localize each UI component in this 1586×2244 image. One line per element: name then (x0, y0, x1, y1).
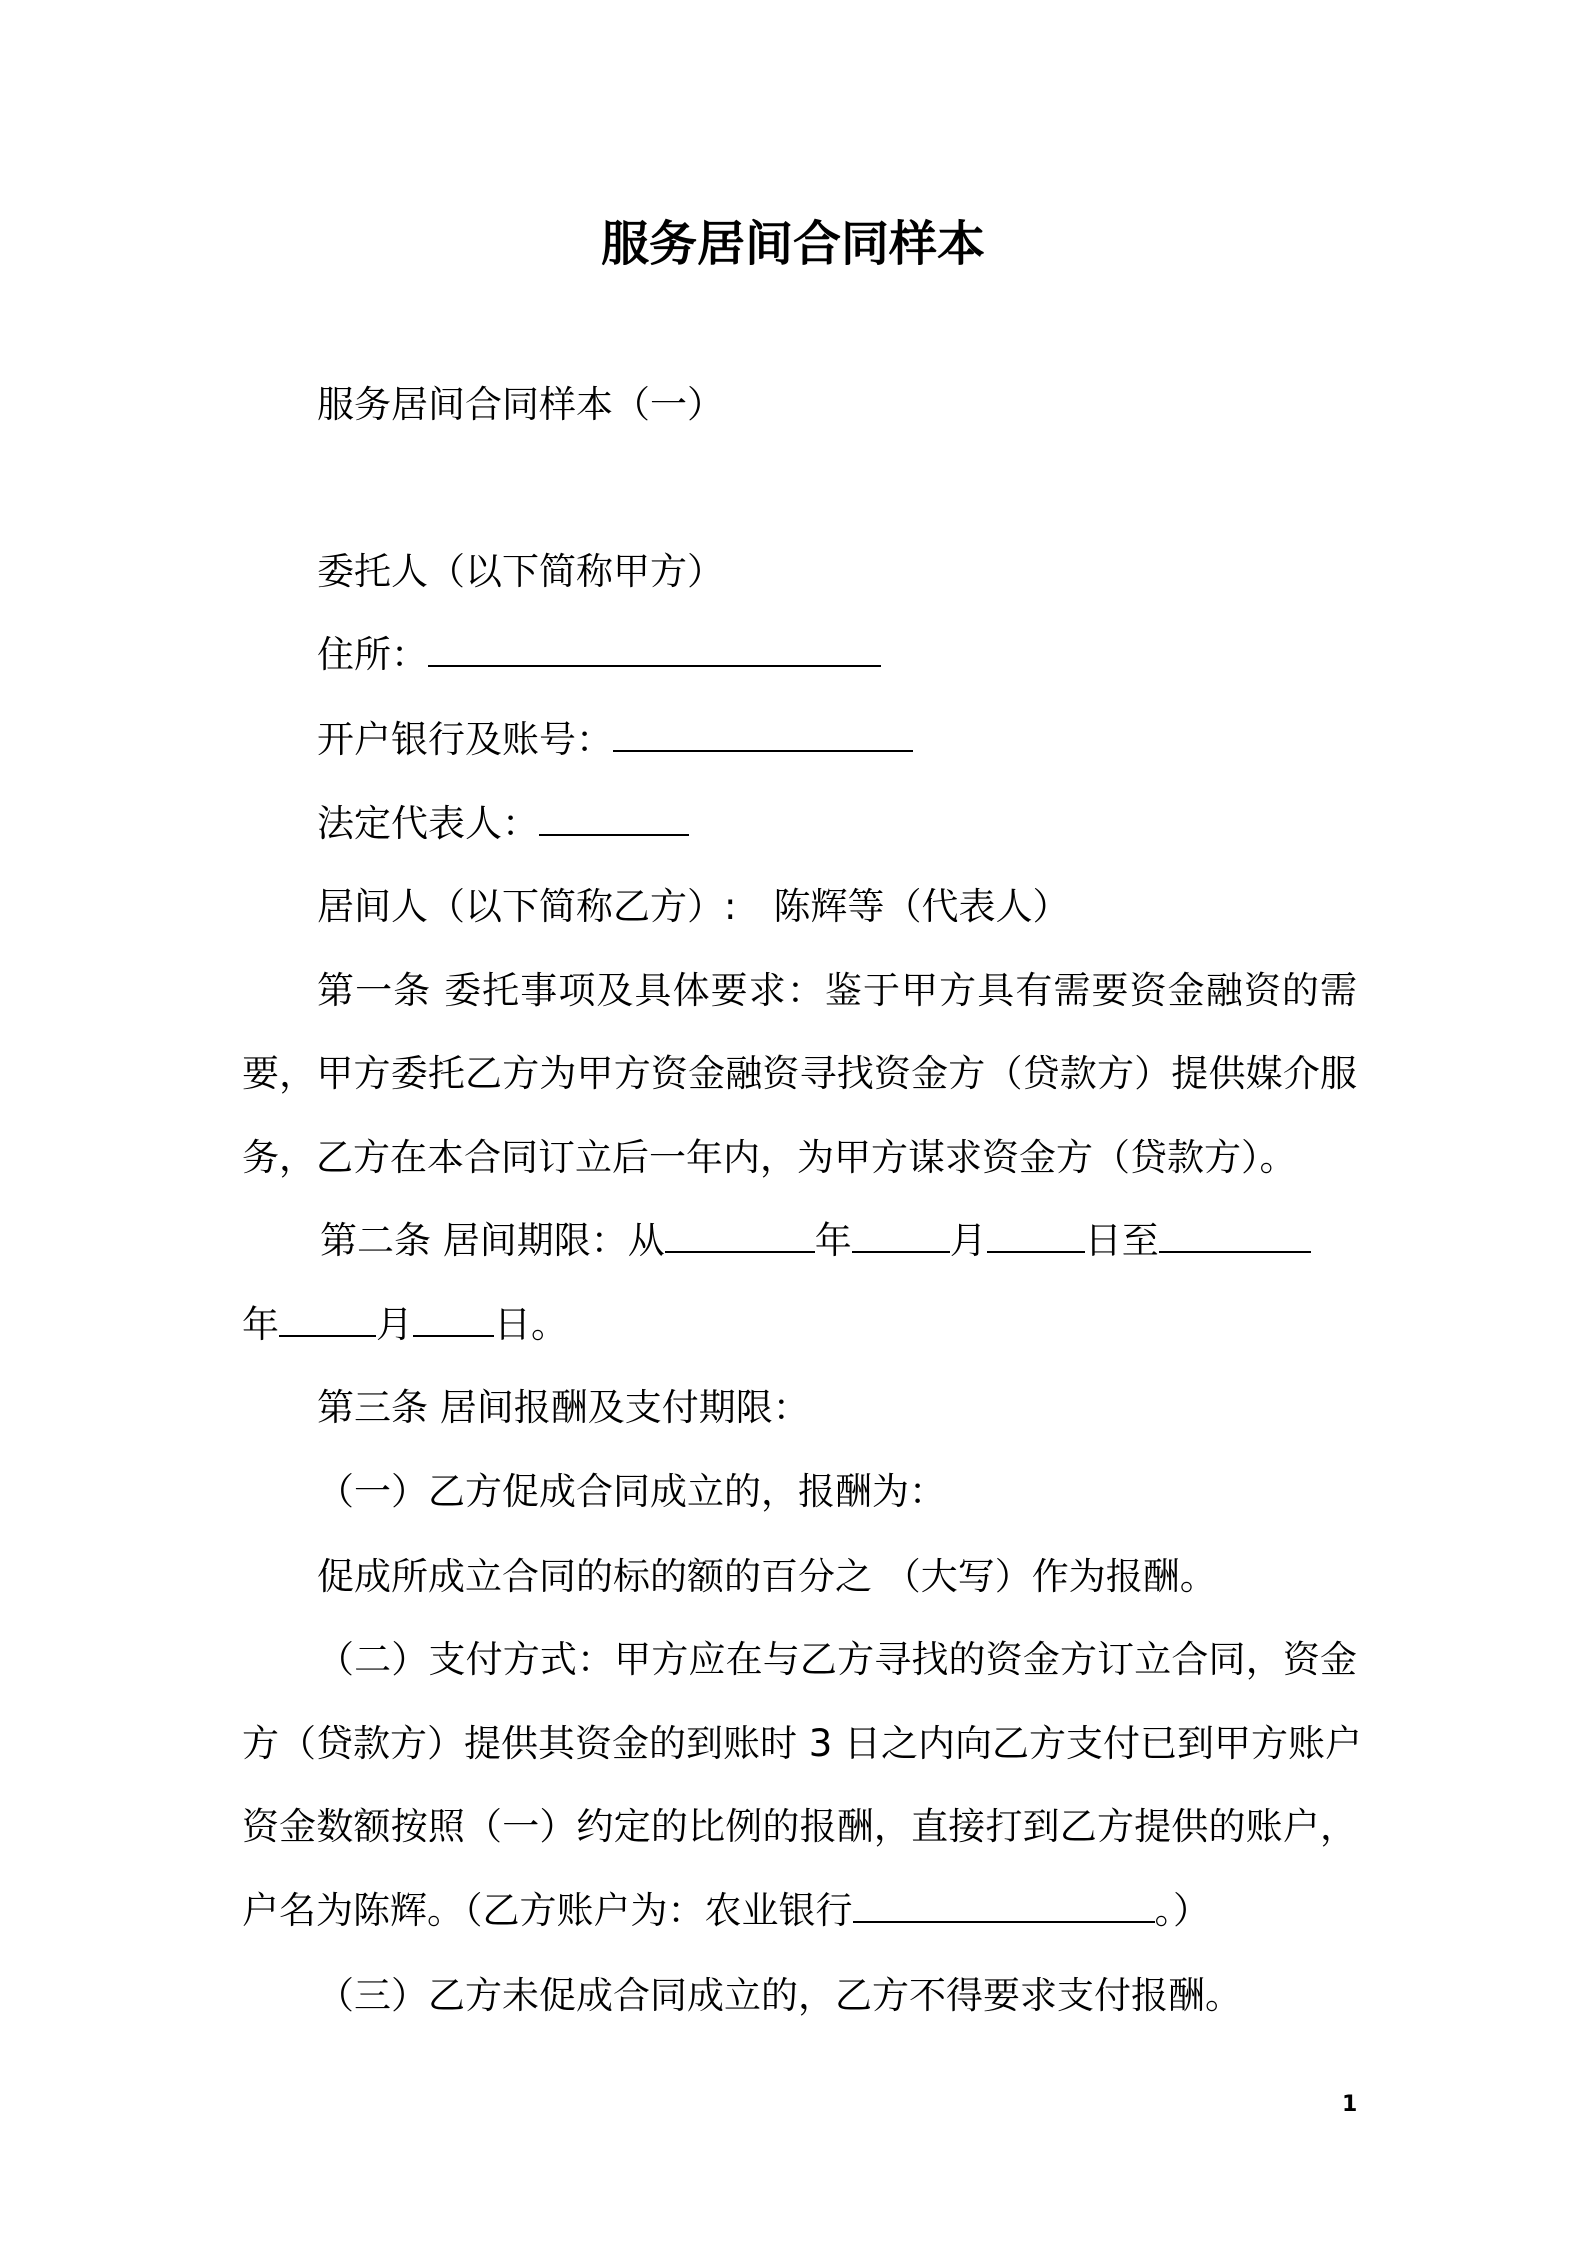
legal-rep-label: 法定代表人： (317, 802, 539, 845)
item3: （三）乙方未促成合同成立的，乙方不得要求支付报酬。 (317, 1974, 1242, 2017)
document-title: 服务居间合同样本 (600, 216, 985, 272)
account-blank (853, 1887, 1155, 1923)
bank-label: 开户银行及账号： (317, 718, 613, 761)
item1-detail: 促成所成立合同的标的额的百分之 （大写）作为报酬。 (317, 1555, 1217, 1598)
start-month-blank (852, 1217, 950, 1253)
subtitle: 服务居间合同样本（一） (317, 383, 724, 426)
year-label-2: 年 (242, 1303, 279, 1346)
year-label: 年 (814, 1219, 852, 1262)
address-line (317, 631, 881, 679)
legal-rep-line (317, 800, 689, 848)
end-month-blank (279, 1301, 376, 1337)
page-number: 1 (1342, 2092, 1358, 2117)
client-line: 委托人（以下简称甲方） (317, 550, 724, 593)
account-label: 户名为陈辉。（乙方账户为：农业银行 (242, 1889, 853, 1932)
article2-prefix: 第二条 居间期限：从 (320, 1219, 665, 1262)
item2-line4 (242, 1887, 1210, 1935)
article2-line2 (242, 1301, 568, 1349)
legal-rep-blank (539, 800, 689, 836)
day-to-label: 日至 (1084, 1219, 1159, 1262)
month-label: 月 (949, 1219, 987, 1262)
account-suffix: 。） (1154, 1889, 1210, 1932)
address-blank (428, 631, 881, 667)
item1: （一）乙方促成合同成立的，报酬为： (317, 1470, 946, 1513)
broker-line: 居间人（以下简称乙方）: 陈辉等（代表人） (317, 885, 1070, 928)
article3-heading: 第三条 居间报酬及支付期限： (317, 1386, 810, 1429)
article1-line1: 第一条 委托事项及具体要求：鉴于甲方具有需要资金融资的需 (317, 969, 1357, 1012)
article2-line1 (320, 1217, 1311, 1265)
month-label-2: 月 (376, 1303, 413, 1346)
bank-line (317, 716, 913, 764)
article1-line3: 务，乙方在本合同订立后一年内，为甲方谋求资金方（贷款方）。 (242, 1136, 1297, 1179)
start-day-blank (987, 1217, 1085, 1253)
address-label: 住所： (317, 633, 428, 676)
item2-line2: 方（贷款方）提供其资金的到账时 3 日之内向乙方支付已到甲方账户 (242, 1722, 1363, 1765)
end-year-blank (1159, 1217, 1311, 1253)
article1-line2: 要，甲方委托乙方为甲方资金融资寻找资金方（贷款方）提供媒介服 (242, 1052, 1357, 1095)
item2-line3: 资金数额按照（一）约定的比例的报酬，直接打到乙方提供的账户， (242, 1805, 1357, 1848)
bank-blank (613, 716, 913, 752)
day-label-2: 日。 (494, 1303, 568, 1346)
start-year-blank (665, 1217, 815, 1253)
item2-line1: （二）支付方式：甲方应在与乙方寻找的资金方订立合同，资金 (317, 1638, 1357, 1681)
end-day-blank (413, 1301, 494, 1337)
